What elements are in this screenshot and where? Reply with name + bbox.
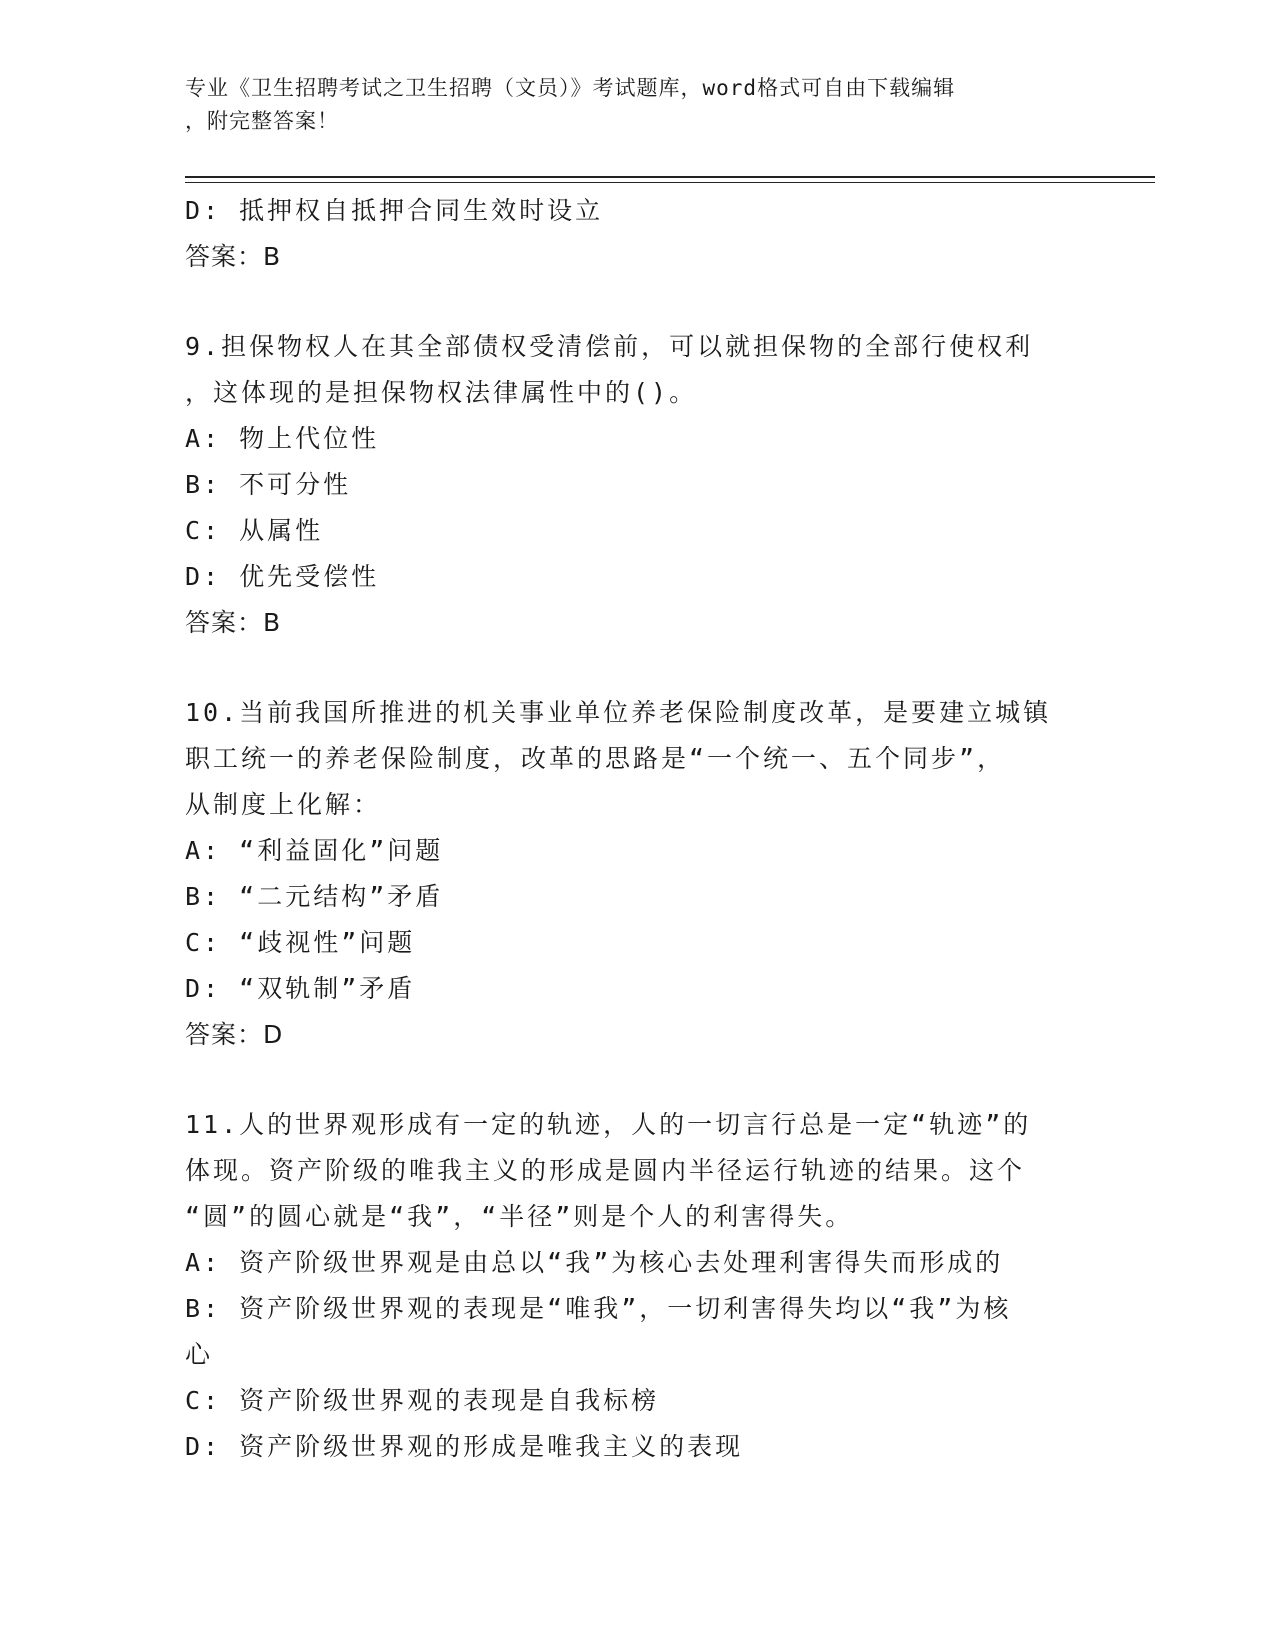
q11-option-d: D: 资产阶级世界观的形成是唯我主义的表现: [185, 1432, 744, 1461]
q11-stem-line-2: 体现。资产阶级的唯我主义的形成是圆内半径运行轨迹的结果。这个: [185, 1156, 1026, 1185]
q11-stem-line-1: 11.人的世界观形成有一定的轨迹，人的一切言行总是一定“轨迹”的: [185, 1110, 1032, 1139]
header-line-1: 专业《卫生招聘考试之卫生招聘（文员）》考试题库，word格式可自由下载编辑: [185, 76, 956, 100]
q11-option-b-line-2: 心: [185, 1340, 214, 1369]
q10-option-b: B: “二元结构”矛盾: [185, 882, 444, 911]
q10-stem-line-2: 职工统一的养老保险制度，改革的思路是“一个统一、五个同步”，: [185, 744, 1006, 773]
q10-option-c: C: “歧视性”问题: [185, 928, 416, 957]
prev-answer: 答案：B: [185, 242, 282, 271]
question-10: [185, 690, 1085, 1058]
prev-option-d: D: 抵押权自抵押合同生效时设立: [185, 196, 604, 225]
q10-stem-line-3: 从制度上化解：: [185, 790, 382, 819]
q10-answer: 答案：D: [185, 1020, 284, 1049]
spacer: [185, 646, 1085, 690]
q9-option-c: C: 从属性: [185, 516, 324, 545]
header-line-2: ，附完整答案！: [185, 109, 339, 133]
q9-stem-line-1: 9.担保物权人在其全部债权受清偿前，可以就担保物的全部行使权利: [185, 332, 1034, 361]
q9-option-d: D: 优先受偿性: [185, 562, 380, 591]
q11-option-c: C: 资产阶级世界观的表现是自我标榜: [185, 1386, 660, 1415]
q9-option-b: B: 不可分性: [185, 470, 352, 499]
header-divider-thick: [185, 176, 1155, 178]
q11-option-a: A: 资产阶级世界观是由总以“我”为核心去处理利害得失而形成的: [185, 1248, 1004, 1277]
q9-option-a: A: 物上代位性: [185, 424, 380, 453]
spacer: [185, 280, 1085, 324]
question-content: [185, 188, 1085, 1470]
q11-option-b-line-1: B: 资产阶级世界观的表现是“唯我”，一切利害得失均以“我”为核: [185, 1294, 1012, 1323]
document-header: [185, 72, 1085, 138]
spacer: [185, 1058, 1085, 1102]
question-11: [185, 1102, 1085, 1470]
question-9: [185, 324, 1085, 646]
q10-option-d: D: “双轨制”矛盾: [185, 974, 416, 1003]
q9-stem-line-2: ，这体现的是担保物权法律属性中的()。: [185, 378, 698, 407]
q10-option-a: A: “利益固化”问题: [185, 836, 444, 865]
q9-answer: 答案：B: [185, 608, 282, 637]
q11-stem-line-3: “圆”的圆心就是“我”，“半径”则是个人的利害得失。: [185, 1202, 854, 1231]
q10-stem-line-1: 10.当前我国所推进的机关事业单位养老保险制度改革，是要建立城镇: [185, 698, 1052, 727]
header-divider-thin: [185, 182, 1155, 183]
